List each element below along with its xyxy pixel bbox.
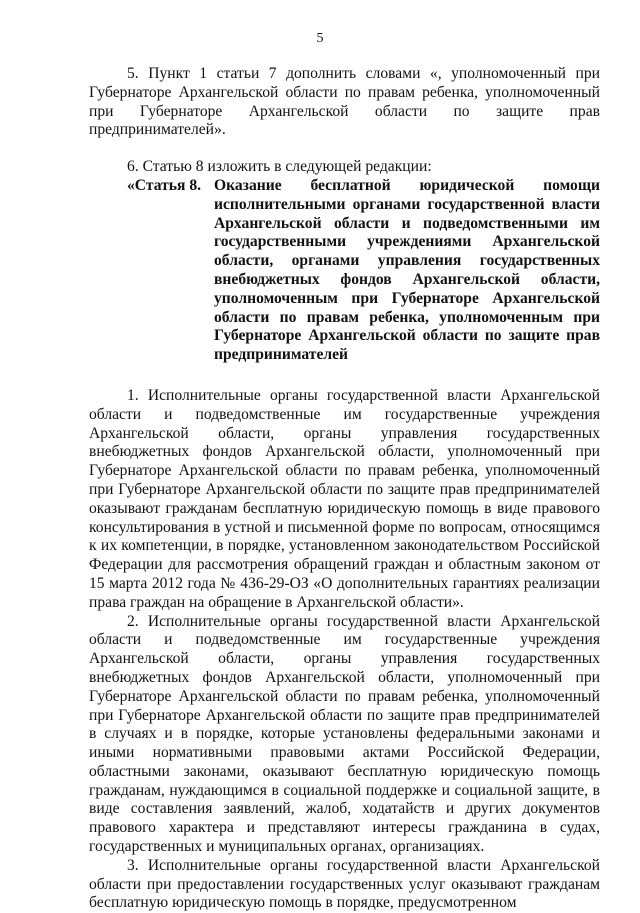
document-body bbox=[89, 65, 600, 913]
paragraph-item-6: 6. Статью 8 изложить в следующей редакции: bbox=[127, 158, 432, 176]
spacer bbox=[89, 140, 600, 158]
article-paragraph-1: 1. Исполнительные органы государственной власти Архангельской области и подведомственные им государственные учреждения Архангельской области, органы управления государственных внебюджетных фондов Архангельской области, уполномоченный при Губернаторе Архангельской области по правам ребенка, уполномоченный при Губернаторе Архангельской области по защите прав предпринимателей оказывают гражданам бесплатную юридическую помощь в виде правового консультирования в устной и письменной форме по вопросам, относящимся к их компетенции, в порядке, установленном законодательством Российской Федерации для рассмотрения обращений граждан и областным законом от 15 марта 2012 года № 436-29-ОЗ «О дополнительных гарантиях реализации права граждан на обращение в Архангельской области». bbox=[89, 386, 600, 611]
article-heading bbox=[89, 177, 600, 365]
paragraph-item-5: 5. Пункт 1 статьи 7 дополнить словами «, уполномоченный при Губернаторе Архангельской области по правам ребенка, уполномоченный при Губернаторе Архангельской области по защите прав предпринимателей». bbox=[89, 65, 600, 139]
article-label: «Статья 8. bbox=[127, 176, 202, 194]
page-number: 5 bbox=[316, 31, 324, 46]
spacer bbox=[89, 365, 600, 387]
article-title: Оказание бесплатной юридической помощи исполнительными органами государственной власти Архангельской области и подведомственными им государственными учреждениями Архангельской области, органами управления государственных внебюджетных фондов Архангельской области, уполномоченным при Губернаторе Архангельской области по правам ребенка, уполномоченным при Губернаторе Архангельской области по защите прав предпринимателей bbox=[214, 176, 600, 364]
article-paragraph-2: 2. Исполнительные органы государственной власти Архангельской области и подведомственные им государственные учреждения Архангельской области, органы управления государственных внебюджетных фондов Архангельской области, уполномоченный при Губернаторе Архангельской области по правам ребенка, уполномоченный при Губернаторе Архангельской области по защите прав предпринимателей в случаях и в порядке, которые установлены федеральными законами и иными нормативными правовыми актами Российской Федерации, областными законами, оказывают бесплатную юридическую помощь гражданам, нуждающимся в социальной поддержке и социальной защите, в виде составления заявлений, жалоб, ходатайств и других документов правового характера и представляют интересы гражданина в судах, государственных и муниципальных органах, организациях. bbox=[89, 612, 600, 856]
article-paragraph-3: 3. Исполнительные органы государственной власти Архангельской области при предоставлении государственных услуг оказывают гражданам бесплатную юридическую помощь в порядке, предусмотренном bbox=[89, 856, 600, 912]
